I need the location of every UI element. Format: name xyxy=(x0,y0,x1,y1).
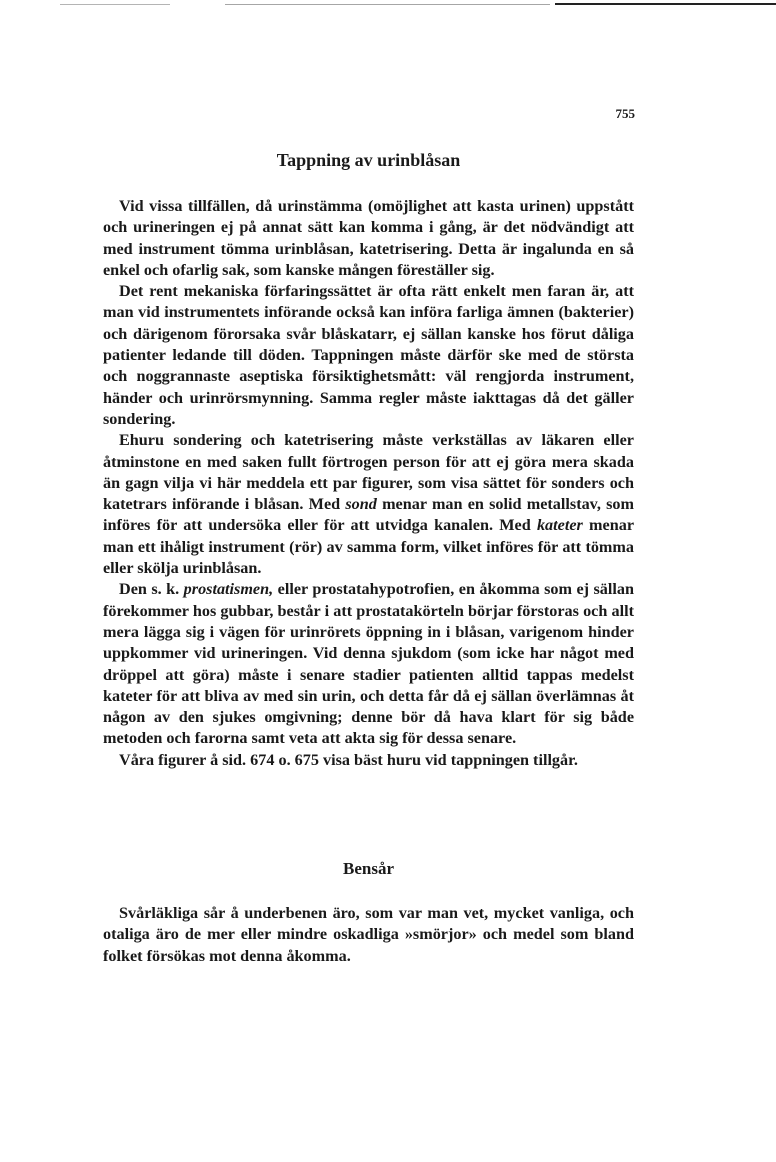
page-number: 755 xyxy=(615,106,635,121)
text-run: Ehuru sondering och katetrisering måste verkställas av läkaren eller åtminstone en med saken fullt förtrogen person för att ej göra mera skada än gagn vilja vi här meddela ett par figurer, som visa sättet för sonders och katetrars införande i blåsan. Med xyxy=(103,431,634,514)
top-scan-rule xyxy=(60,4,170,5)
paragraph: Våra figurer å sid. 674 o. 675 visa bäst huru vid tappningen tillgår. xyxy=(119,750,578,769)
emphasis-term: prostatismen, xyxy=(183,580,274,599)
section-body-bensar xyxy=(103,903,634,967)
text-run: menar man en solid metallstav, som införes för att undersöka eller för att utvidga kanalen. Med xyxy=(103,495,635,535)
paragraph: Vid vissa tillfällen, då urinstämma (omöjlighet att kasta urinen) uppstått och urineringen ej på annat sätt kan komma i gång, är det nödvändigt att med instrument tömma urinblåsan, katetrisering. Detta är ingalunda en så enkel och ofarlig sak, som kanske mången föreställer sig. xyxy=(103,197,634,279)
emphasis-term: kateter xyxy=(536,516,583,535)
text-run: Den s. k. xyxy=(119,580,184,599)
paragraph xyxy=(103,430,634,579)
paragraph: Svårläkliga sår å underbenen äro, som var man vet, mycket vanliga, och otaliga äro de mer eller mindre oskadliga »smörjor» och medel som bland folket försökas mot denna åkomma. xyxy=(103,904,634,965)
paragraph xyxy=(103,579,634,749)
emphasis-term: sond xyxy=(345,495,377,514)
section-title-tappning: Tappning av urinblåsan xyxy=(276,150,461,170)
top-scan-rule xyxy=(555,3,776,5)
top-scan-rule xyxy=(225,4,550,5)
paragraph: Det rent mekaniska förfaringssättet är ofta rätt enkelt men faran är, att man vid instrumentets införande också kan införa farliga ämnen (bakterier) och därigenom förorsaka svår blåskatarr, ej sällan kanske hos förut dåliga patienter ledande till döden. Tappningen måste därför ske med de största och noggrannaste aseptiska försiktighetsmått: väl rengjorda instrument, händer och urinrörsmynning. Samma regler måste iakttagas då det gäller sondering. xyxy=(103,282,634,428)
text-run: eller prostatahypotrofien, en åkomma som ej sällan förekommer hos gubbar, består i att prostatakörteln börjar förstoras och allt mera lägga sig i vägen för urinrörets öppning in i blåsan, varigenom hinder uppkommer vid urineringen. Vid denna sjukdom (som icke har något med dröppel att göra) måste i senare stadier patienten alltid tappas medelst kateter för att bliva av med sin urin, och detta får då ej sällan överlämnas åt någon av den sjukes omgivning; denne bör då hava klart för sig både metoden och farorna samt veta att akta sig för dessa senare. xyxy=(103,580,634,748)
section-body-tappning xyxy=(103,196,634,771)
section-title-bensar: Bensår xyxy=(343,859,394,878)
text-run: menar man ett ihåligt instrument (rör) av samma form, vilket införes för att tömma eller skölja urinblåsan. xyxy=(103,516,635,578)
